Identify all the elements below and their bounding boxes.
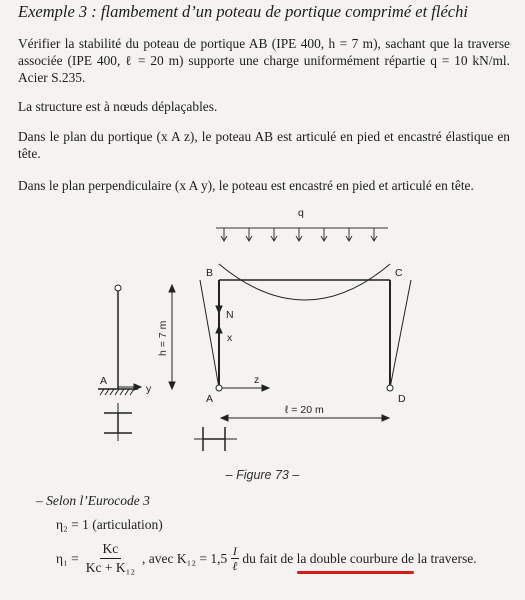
height-dimension (169, 285, 175, 389)
reason-underlined-text: la double courbure de (296, 550, 414, 566)
node-A-label: A (206, 393, 214, 405)
paragraph-problem: Vérifier la stabilité du poteau de portique AB (IPE 400, h = 7 m), sachant que la traverse associée (IPE 400, ℓ = 20 m) supporte une charge uniformément répartie q = 10 kN/ml. Acier S.235. (18, 36, 510, 85)
length-label: ℓ = 20 m (285, 404, 324, 416)
column-A-label: A (100, 375, 108, 387)
inertia-denominator: ℓ (232, 559, 238, 573)
eurocode-heading-text: Selon l’Eurocode 3 (46, 493, 150, 508)
node-B-label: B (206, 267, 214, 279)
axis-x-label: x (227, 332, 233, 344)
force-label: N (226, 309, 234, 321)
eurocode-heading: – Selon l’Eurocode 3 (36, 493, 150, 508)
paragraph-plane-xay: Dans le plan perpendiculaire (x A y), le poteau est encastré en pied et articulé en tête. (18, 178, 474, 193)
red-underline (297, 571, 414, 574)
reason-prefix: du fait de (242, 550, 294, 566)
axis-z-label: z (254, 374, 260, 386)
axis-z-arrow (222, 385, 269, 391)
distributed-load (216, 228, 388, 241)
paragraph-plane-xaz: Dans le plan du portique (x A z), le poteau AB est articulé en pied et encastré élastique en tête. (18, 129, 510, 161)
axis-x-arrow (216, 326, 222, 345)
figure-caption: – Figure 73 – (225, 468, 300, 482)
ipe-section-strong-icon (194, 427, 237, 451)
eta1-lhs: η₁ = (56, 550, 79, 566)
reason-suffix: la traverse. (417, 550, 477, 566)
eta1-numerator: Kc (100, 540, 122, 559)
pin-D (387, 385, 393, 391)
axis-y-label: y (146, 383, 152, 395)
axial-force-arrow (216, 285, 222, 313)
eta1-fraction (83, 540, 138, 577)
example-title: Exemple 3 : flambement d’un poteau de portique comprimé et fléchi (18, 2, 468, 21)
portal-frame (200, 264, 411, 388)
with-text: , avec K₁₂ = 1,5 (142, 550, 228, 566)
eta1-formula (56, 540, 477, 577)
paragraph-structure: La structure est à nœuds déplaçables. (18, 99, 218, 114)
node-D-label: D (398, 393, 406, 405)
ipe-section-weak-icon (104, 403, 132, 441)
load-label: q (298, 207, 304, 219)
node-C-label: C (395, 267, 403, 279)
eta1-denominator: Kc + K₁₂ (85, 560, 136, 575)
height-label: h = 7 m (157, 320, 169, 356)
reason-underlined (297, 551, 414, 567)
inertia-numerator: I (232, 544, 237, 558)
inertia-fraction (230, 544, 239, 573)
eta2-formula: η₂ = 1 (articulation) (56, 517, 163, 532)
pin-A (216, 385, 222, 391)
